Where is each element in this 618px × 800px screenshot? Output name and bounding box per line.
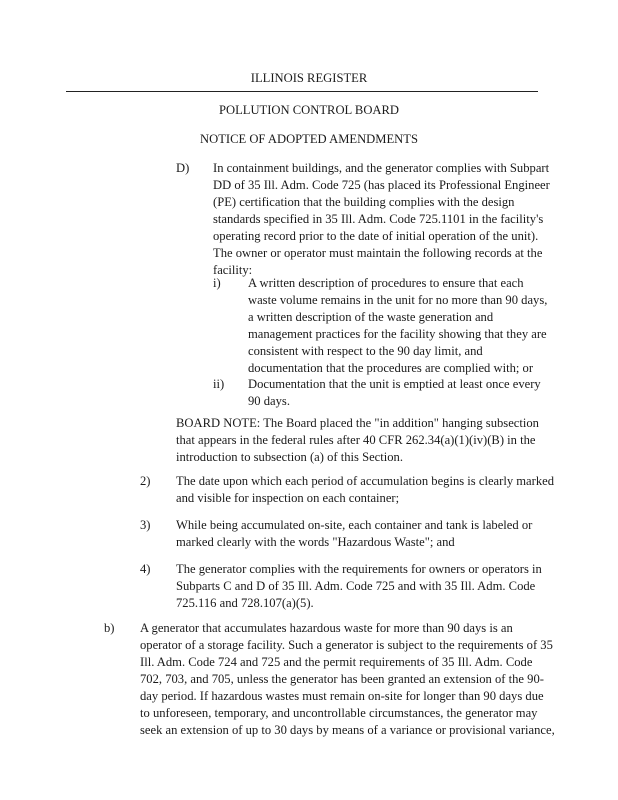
item-3-label: 3) — [140, 518, 151, 532]
board-note: BOARD NOTE: The Board placed the "in addition" hanging subsection that appears in the federal rules after 40 CFR 262.34(a)(1)(iv)(B) in the introduction to subsection (a) of this Section. — [176, 416, 539, 464]
board-title: POLLUTION CONTROL BOARD — [218, 103, 400, 117]
sub-ii-label: ii) — [213, 377, 225, 391]
item-2-text: The date upon which each period of accumulation begins is clearly marked and visible for inspection on each container; — [176, 474, 555, 505]
item-d-label: D) — [176, 161, 190, 175]
item-d-text: In containment buildings, and the generator complies with Subpart DD of 35 Ill. Adm. Code 725 (has placed its Professional Engineer (PE) certification that the building complies with the design standards specified in 35 Ill. Adm. Code 725.1101 in the facility's operating record prior to the date of initial operation of the unit). The owner or operator must maintain the following records at the facility: — [213, 161, 550, 277]
item-3-text: While being accumulated on-site, each container and tank is labeled or marked clearly with the words "Hazardous Waste"; and — [176, 518, 533, 549]
sub-ii-text: Documentation that the unit is emptied at least once every 90 days. — [248, 377, 541, 408]
sub-i-label: i) — [213, 276, 221, 290]
item-2-label: 2) — [140, 474, 151, 488]
header-rule — [66, 91, 538, 92]
notice-title: NOTICE OF ADOPTED AMENDMENTS — [200, 132, 418, 146]
item-b-label: b) — [104, 621, 115, 635]
item-4-label: 4) — [140, 562, 151, 576]
sub-i-text: A written description of procedures to ensure that each waste volume remains in the unit for no more than 90 days, a written description of the waste generation and management practices for the facility showing that they are consistent with respect to the 90 day limit, and documentation that the procedures are complied with; or — [248, 276, 548, 375]
item-b-text: A generator that accumulates hazardous waste for more than 90 days is an operator of a storage facility. Such a generator is subject to the requirements of 35 Ill. Adm. Code 724 and 725 and the permit requirements of 35 Ill. Adm. Code 702, 703, and 705, unless the generator has been granted an extension of the 90- day period. If hazardous wastes must remain on-site for longer than 90 days due to unforeseen, temporary, and uncontrollable circumstances, the generator may seek an extension of up to 30 days by means of a variance or provisional variance, — [140, 621, 555, 737]
register-title: ILLINOIS REGISTER — [250, 71, 368, 85]
item-4-text: The generator complies with the requirements for owners or operators in Subparts C and D of 35 Ill. Adm. Code 725 and with 35 Ill. Adm. Code 725.116 and 728.107(a)(5). — [176, 562, 542, 610]
